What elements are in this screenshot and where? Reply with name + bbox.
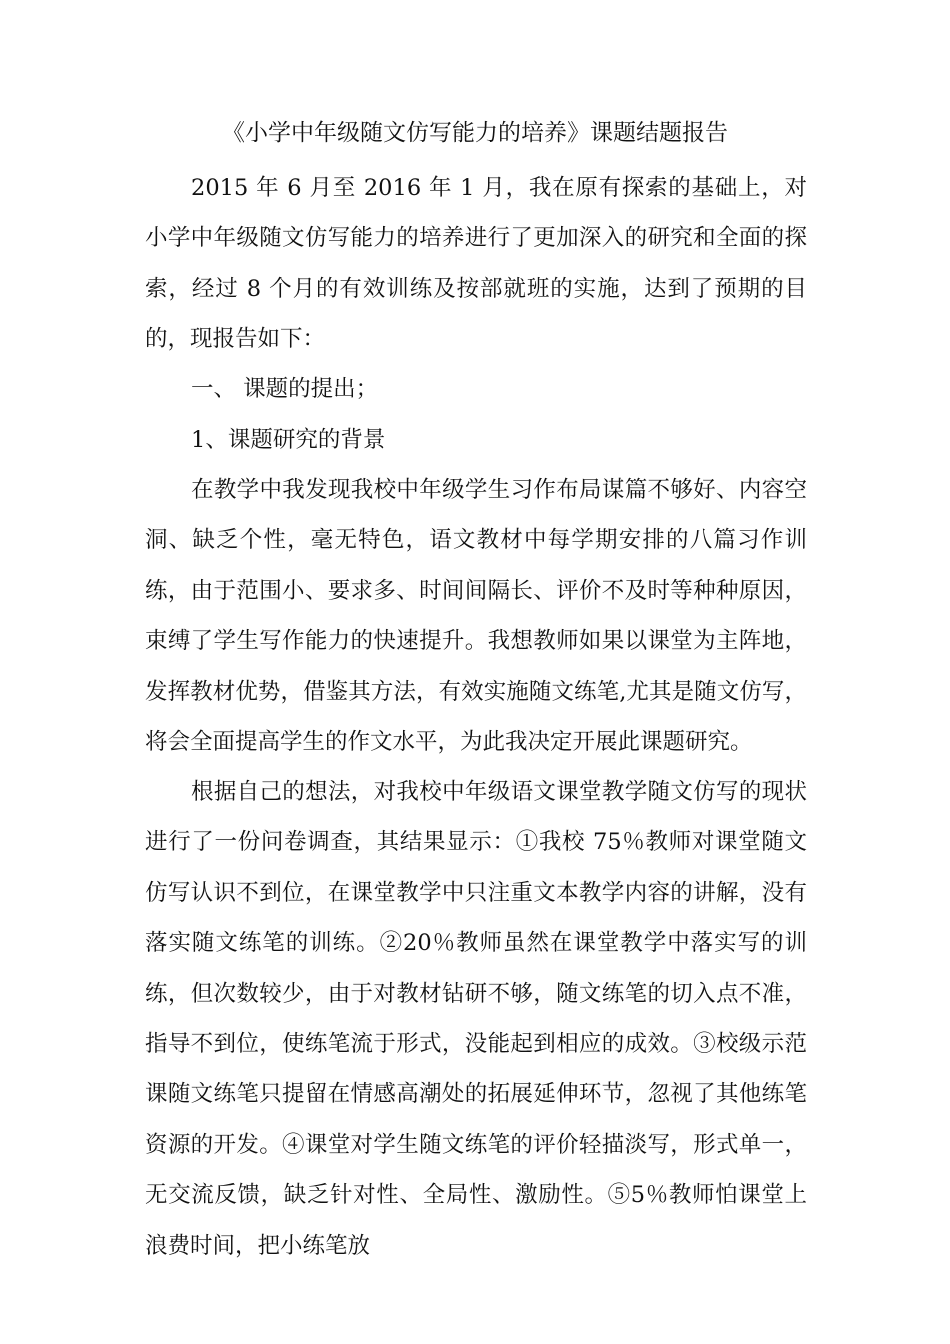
subsection-heading: 1、课题研究的背景 xyxy=(191,427,386,453)
intro-paragraph: 2015 年 6 月至 2016 年 1 月，我在原有探索的基础上，对小学中年级随文仿写能力的培养进行了更加深入的研究和全面的探索，经过 8 个月的有效训练及按部就班的实施，达到了预期的目的，现报告如下： xyxy=(145,175,807,353)
document-title: 《小学中年级随文仿写能力的培养》课题结题报告 xyxy=(222,120,728,146)
background-paragraph: 在教学中我发现我校中年级学生习作布局谋篇不够好、内容空洞、缺乏个性，毫无特色，语文教材中每学期安排的八篇习作训练，由于范围小、要求多、时间间隔长、评价不及时等种种原因，束缚了学生写作能力的快速提升。我想教师如果以课堂为主阵地，发挥教材优势，借鉴其方法，有效实施随文练笔,尤其是随文仿写，将会全面提高学生的作文水平，为此我决定开展此课题研究。 xyxy=(145,477,807,756)
section-heading: 一、 课题的提出； xyxy=(191,376,379,402)
survey-paragraph: 根据自己的想法，对我校中年级语文课堂教学随文仿写的现状进行了一份问卷调查，其结果显示：①我校 75％教师对课堂随文仿写认识不到位，在课堂教学中只注重文本教学内容的讲解，没有落实随文练笔的训练。②20％教师虽然在课堂教学中落实写的训练，但次数较少，由于对教材钻研不够，随文练笔的切入点不准，指导不到位，使练笔流于形式，没能起到相应的成效。③校级示范课随文练笔只提留在情感高潮处的拓展延伸环节，忽视了其他练笔资源的开发。④课堂对学生随文练笔的评价轻描淡写，形式单一，无交流反馈，缺乏针对性、全局性、激励性。⑤5％教师怕课堂上浪费时间，把小练笔放 xyxy=(145,779,807,1259)
